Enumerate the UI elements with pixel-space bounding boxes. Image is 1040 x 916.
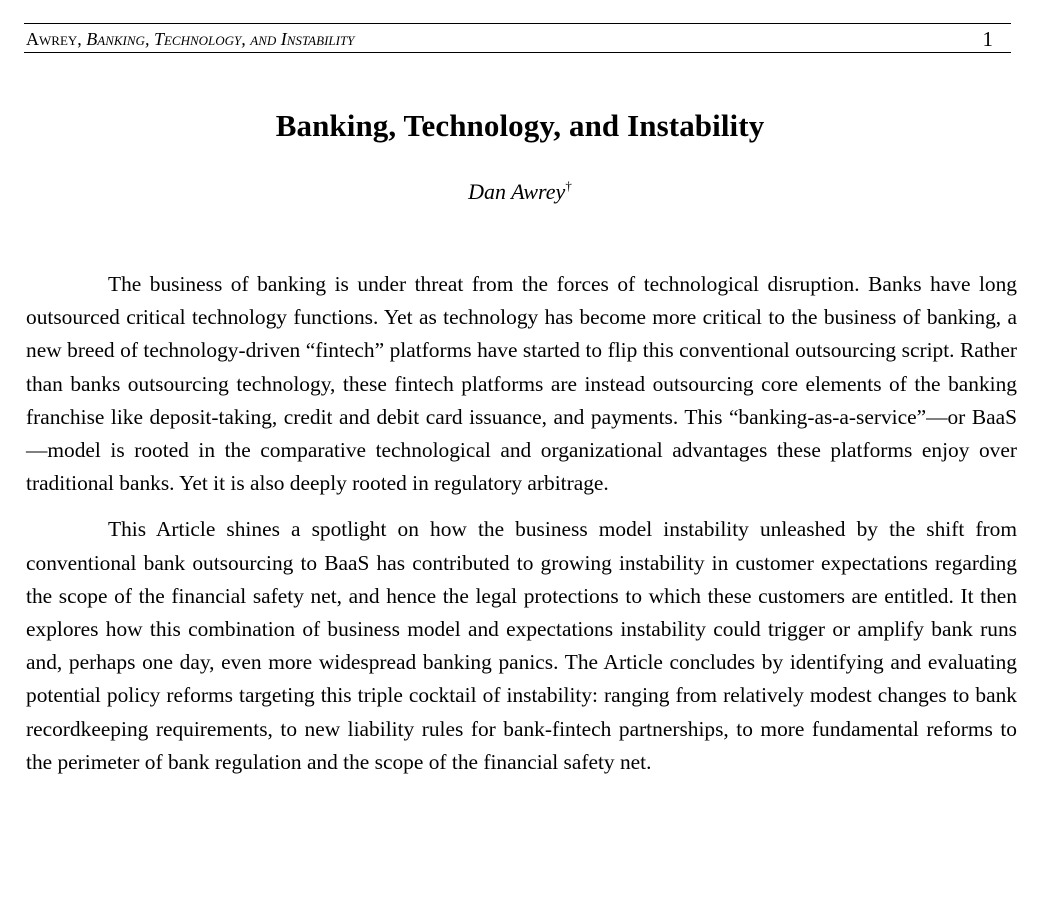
- running-header-author: Awrey: [26, 29, 78, 49]
- author-footnote-mark[interactable]: †: [565, 178, 572, 193]
- author-name: Dan Awrey: [468, 179, 566, 204]
- running-header-separator: ,: [77, 29, 87, 49]
- running-header-title: Banking, Technology, and Instability: [86, 29, 355, 49]
- author-line: [0, 178, 1040, 206]
- abstract: [26, 268, 1017, 792]
- running-header: [24, 23, 1011, 53]
- running-header-citation: [26, 29, 354, 49]
- abstract-paragraph-1: The business of banking is under threat from the forces of technological disruption. Banks have long outsourced critical technology functions. Yet as technology has become more critical to the business of banking, a new breed of technology-driven “fintech” platforms have started to flip this conventional outsourcing script. Rather than banks outsourcing technology, these fintech platforms are instead outsourcing core elements of the banking franchise like deposit-taking, credit and debit card issuance, and payments. This “banking-as-a-service”—or BaaS—model is rooted in the comparative technological and organizational advantages these platforms enjoy over traditional banks. Yet it is also deeply rooted in regulatory arbitrage.: [26, 272, 1017, 496]
- article-title: Banking, Technology, and Instability: [275, 108, 765, 143]
- page-number: 1: [982, 27, 993, 51]
- abstract-paragraph-2: This Article shines a spotlight on how the business model instability unleashed by the shift from conventional bank outsourcing to BaaS has contributed to growing instability in customer expectations regarding the scope of the financial safety net, and hence the legal protections to which these customers are entitled. It then explores how this combination of business model and expectations instability could trigger or amplify bank runs and, perhaps one day, even more widespread banking panics. The Article concludes by identifying and evaluating potential policy reforms targeting this triple cocktail of instability: ranging from relatively modest changes to bank recordkeeping requirements, to new liability rules for bank-fintech partnerships, to more fundamental reforms to the perimeter of bank regulation and the scope of the financial safety net.: [26, 517, 1017, 774]
